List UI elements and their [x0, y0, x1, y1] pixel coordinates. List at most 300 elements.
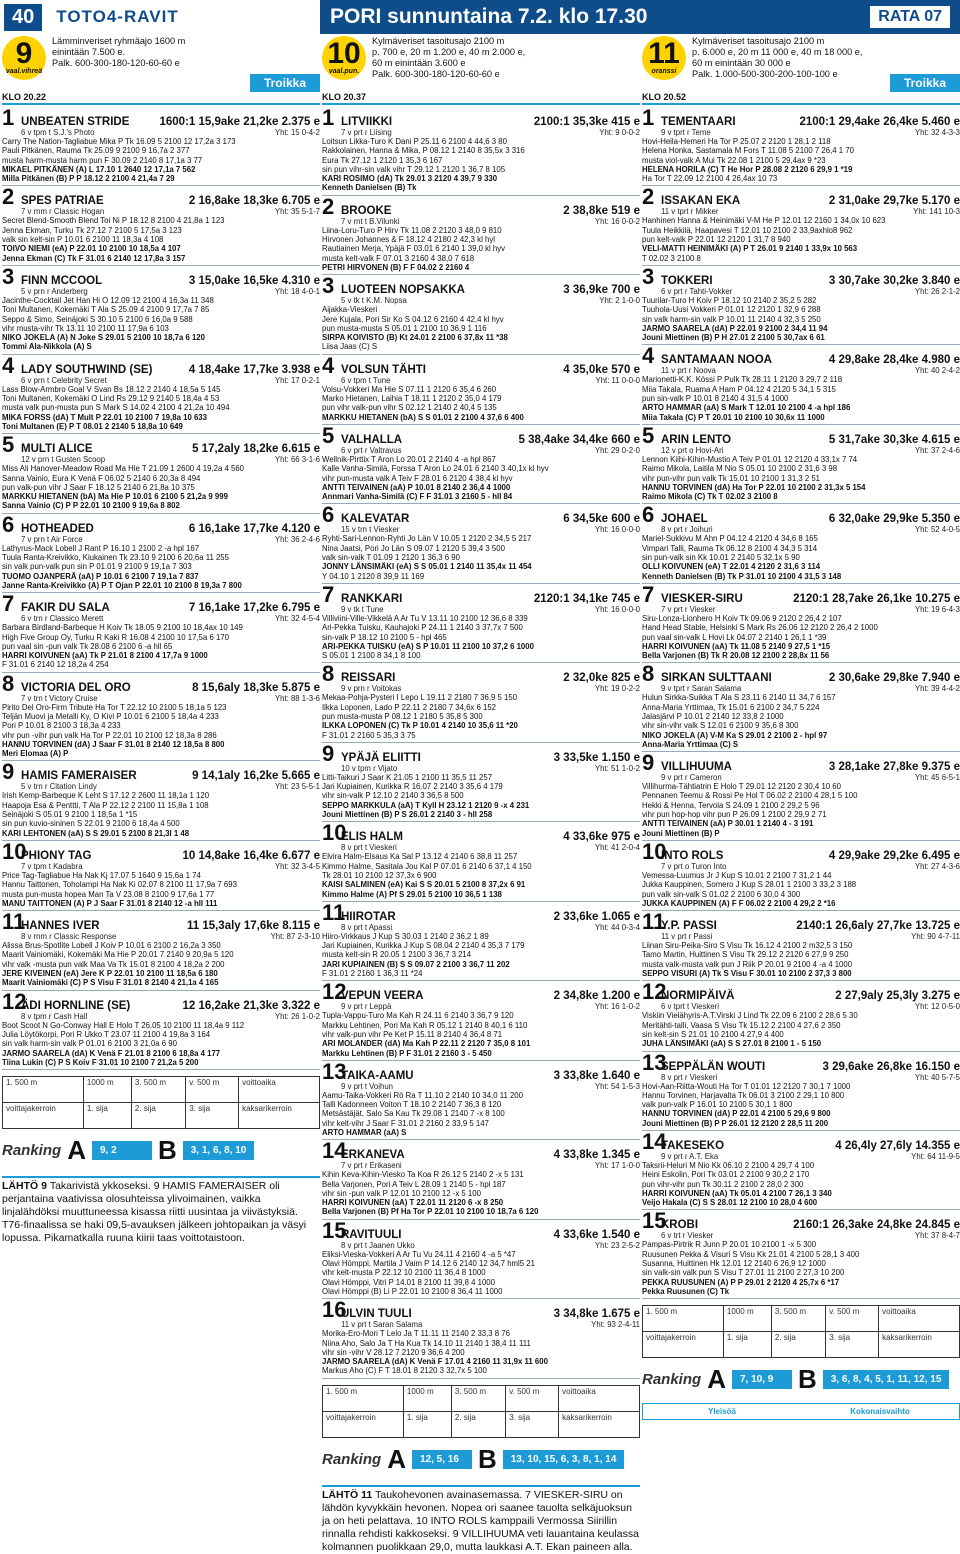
horse-form-line: JARMO SAARELA (dA) K Venä F 17.01 4 2160 11 31,9x 11 600: [322, 1357, 640, 1366]
horse-form-line: Taksrii-Heluri M Nio Kk 06.10 2 2100 4 29,7 4 100: [642, 1161, 960, 1170]
horse-form-line: pun valk sin-valk S 01.02 2 2100 6 30,0 4 300: [642, 890, 960, 899]
horse-form-line: Hirvonen Johannes & F 18.12 4 2180 2 42,3 kl hyl: [322, 235, 640, 244]
horse-form-line: Tamo Martin, Huittinen S Visu Tk 29.12 2 2120 6 27,9 9 250: [642, 950, 960, 959]
horse-record: 3 33,8ke 1.640 e: [554, 1070, 640, 1082]
condition-line: Palk. 600-300-180-120-60-60 e: [372, 69, 640, 80]
horse-entry: [642, 107, 960, 186]
horse-form-line: Milla Pitkänen (B) P P 18.12 2 2100 4 21,4a 7 29: [2, 174, 320, 183]
result-cell: 3. 500 m: [771, 1306, 825, 1332]
horse-pedigree: [642, 773, 960, 782]
horse-form-line: Ha Tor T 22.09 12 2100 4 26,4ax 10 73: [642, 174, 960, 183]
horse-form-line: Jalasjärvi P 10.01 2 2140 12 33,8 2 1000: [642, 712, 960, 721]
horse-name: YPÄJÄ ELIITTI: [341, 752, 551, 764]
horse-form-line: Seppo & Simo, Seinäjoki S 30.10 5 2100 6 16,0a 9 588: [2, 315, 320, 324]
horse-pedigree: [2, 207, 320, 216]
horse-form-line: Marionetti-K.K. Kössi P Pulk Tk 28.11 1 2120 3 29,7 2 118: [642, 375, 960, 384]
horse-entry: [642, 911, 960, 981]
horse-pedigree: [322, 764, 640, 773]
result-cell: 2. sija: [771, 1332, 825, 1358]
horse-form-line: Julia Löytökorpi, Pori R Ukko T 23.07 11 2100 4 19,8a 3 164: [2, 1030, 320, 1039]
horse-breed: 7 v prt r Erikaseni: [341, 1161, 402, 1170]
horse-breed: 9 v prt r Leppä: [341, 1002, 391, 1011]
horse-form-line: vihr pun hop-hop vihr pun P 26.09 1 2100 2 29,9 2 71: [642, 810, 960, 819]
horse-form-line: Seinäjoki S 05.01 9 2100 1 18,5a 1 *15: [2, 810, 320, 819]
horse-entry: [322, 275, 640, 354]
horse-form-line: Rakkolainen, Hanna & Mika, P 08.12 1 2140 8 35,5x 3 316: [322, 146, 640, 155]
horse-form-line: Irish Kemp-Barbeque K Leht S 17.12 2 2600 11 18,1a 1 120: [2, 791, 320, 800]
horse-form-line: Tuurilar-Turo H Koiv P 18.12 10 2140 2 35,2 5 282: [642, 296, 960, 305]
horse-pedigree: [2, 535, 320, 544]
ranking-a-label: A: [67, 1135, 86, 1166]
race-number: 10: [327, 40, 360, 68]
ranking-label: Ranking: [2, 1142, 61, 1159]
horse-number: 7: [642, 585, 658, 605]
horse-form-line: Bella Varjonen (B) Pf Ha Tor P 22.01 10 2100 10 18,7a 6 120: [322, 1207, 640, 1216]
horse-pedigree: [642, 932, 960, 941]
horse-record: 4 29,8ake 28,4ke 4.980 e: [829, 354, 960, 366]
horse-total: Yht: 16 0-0-0: [595, 525, 640, 534]
horse-record: 4 33,8ke 1.345 e: [554, 1149, 640, 1161]
horse-breed: 6 v tprt t Vieskeri: [661, 1002, 719, 1011]
horse-form-line: pun valk-pun vihr J Saar F 18.12 5 2140 6 21,8a 10 375: [2, 483, 320, 492]
horse-form-line: vihr sin-vihr valk S 12.01 6 2100 9 35,6 8 300: [642, 721, 960, 730]
horse-breed: 6 v trt r Viesker: [661, 1231, 713, 1240]
totals-cell: Kokonaisvaihto: [801, 1404, 959, 1419]
horse-record: 2100:1 35,3ke 415 e: [534, 116, 640, 128]
horse-form-line: JARMO SAARELA (dA) K Venä F 21.01 8 2100 6 18,8a 4 177: [2, 1049, 320, 1058]
horse-form-line: vihr sin -pun valk P 12.01 10 2100 12 -x 5 100: [322, 1189, 640, 1198]
horse-total: Yht: 37 8-4-7: [915, 1231, 960, 1240]
horse-form-line: vihr pun -vihr pun valk Ha Tor P 22.01 10 2100 12 18,3a 8 286: [2, 731, 320, 740]
horse-form-line: Helena Honka, Sastamala M Fors T 11.08 5 2100 7 26,4 1 70: [642, 146, 960, 155]
horse-form-line: sin-valk P 18.12 10 2100 5 - hpl 465: [322, 633, 640, 642]
horse-pedigree: [642, 1231, 960, 1240]
horse-breed: 12 v prn t Gusten Scoop: [21, 455, 105, 464]
race-number-badge: [2, 36, 46, 80]
horse-record: 6 32,0ake 29,9ke 5.350 e: [829, 513, 960, 525]
horse-form-line: Price Tag-Tagliabue Ha Nak Kj 17.07 5 1640 9 15,6a 1 74: [2, 871, 320, 880]
horse-form-line: musta kelt-sin R 20.05 1 2100 3 36,7 3 214: [322, 950, 640, 959]
race-commentary: [322, 1485, 640, 1554]
horse-form-line: PEKKA RUUSUNEN (A) P P 29.01 2 2120 4 25,7x 6 *17: [642, 1278, 960, 1287]
horse-number: 4: [2, 356, 18, 376]
horse-total: Yht: 17 0-2-1: [275, 376, 320, 385]
horse-form-line: valk sin-valk T 01.09 1 2120 1 36,3 6 90: [322, 553, 640, 562]
result-cell: voittoaika: [879, 1306, 960, 1332]
horse-header: [322, 505, 640, 525]
horse-number: 9: [322, 744, 338, 764]
horse-total: Yht: 19 0-2-2: [595, 684, 640, 693]
horse-breed: 5 v trn r Citation Lindy: [21, 782, 97, 791]
horse-entry: [322, 822, 640, 901]
horse-form-line: Kenneth Danielsen (B) Tk: [322, 183, 640, 192]
result-row: [3, 1103, 320, 1129]
horse-form-line: pun sin-valk P 10.01 8 2140 4 31,5 4 1000: [642, 394, 960, 403]
horse-total: Yht: 90 4-7-11: [911, 932, 960, 941]
result-cell: 1. 500 m: [323, 1385, 404, 1411]
horse-name: ÄDI HORNLINE (SE): [21, 1000, 180, 1012]
horse-breed: 6 v tpm t Tune: [341, 376, 390, 385]
horse-record: 3 36,9ke 700 e: [563, 284, 640, 296]
horse-record: 10 14,8ake 16,4ke 6.677 e: [183, 850, 321, 862]
horse-number: 5: [2, 435, 18, 455]
horse-total: Yht: 17 1-0-0: [595, 1161, 640, 1170]
horse-form-line: Elvira Halm-Elsaus Ka Sal P 13.12 4 2140 6 38,8 11 257: [322, 852, 640, 861]
horse-form-line: Pampas-Pirtrik R Junn P 20.01 10 2100 1 -x 5 300: [642, 1240, 960, 1249]
horse-header: [322, 823, 640, 843]
horse-form-line: Miss Ali Hanover-Meadow Road Ma Hie T 21.09 1 2600 4 19,2a 4 560: [2, 464, 320, 473]
horse-pedigree: [322, 684, 640, 693]
horse-form-line: Bella Varjonen, Pori A Teiv L 28.09 1 2140 5 - hpl 187: [322, 1180, 640, 1189]
horse-form-line: Janne Ranta-Kreivikko (A) P T Ojan P 22.01 10 2100 8 19,3a 7 800: [2, 581, 320, 590]
horse-name: HANNES IVER: [21, 920, 184, 932]
horse-form-line: pun musta-musta S 05.01 1 2100 10 36,9 1 116: [322, 324, 640, 333]
result-cell: kaksarikerroin: [559, 1411, 640, 1437]
horse-form-line: Maarit Vainiomäki (C) P S Visu F 31.01 8 2140 4 21,1a 4 165: [2, 978, 320, 987]
horse-form-line: Ruusunen Pekka & Visuri S Visu Kk 21.01 4 2100 5 28,1 3 400: [642, 1250, 960, 1259]
result-cell: 3. 500 m: [131, 1077, 185, 1103]
horse-form-line: ARI-PEKKA TUISKU (eA) S P 10.01 11 2100 10 37,2 6 1000: [322, 642, 640, 651]
horse-form-line: PETRI HIRVONEN (B) F F 04.02 2 2160 4: [322, 263, 640, 272]
horse-pedigree: [322, 923, 640, 932]
horse-form-line: Olavi Hömppi, Martila J Vaim P 14.12 6 2140 12 34,7 hml5 21: [322, 1259, 640, 1268]
horse-form-line: Eliksi-Vieska-Vokkeri A Ar Tu Vu 24.11 4 2160 4 -a 5 *47: [322, 1250, 640, 1259]
horse-form-line: Raimo Mikola, Laitila M Nio S 05.01 10 2100 2 31,6 3 98: [642, 464, 960, 473]
horse-entry: [322, 1299, 640, 1378]
horse-number: 5: [642, 426, 658, 446]
horse-total: Yht: 66 3-1-6: [275, 455, 320, 464]
horse-form-line: Wellnik-Pirttix T Aron Lo 20.01 2 2140 4 -a hpl 867: [322, 455, 640, 464]
horse-form-line: SIRPA KOIVISTO (B) Kt 24.01 2 2100 6 37,8x 11 *38: [322, 333, 640, 342]
horse-form-line: Pauli Pitkänen, Rauma Tk 25.09 9 2100 9 16,7a 2 377: [2, 146, 320, 155]
race-commentary: [2, 1176, 320, 1245]
horse-name: RANKKARI: [341, 593, 531, 605]
horse-pedigree: [642, 684, 960, 693]
ranking-b-values: 3, 6, 8, 4, 5, 1, 11, 12, 15: [823, 1370, 950, 1389]
horse-breed: 7 v prn t Air Force: [21, 535, 83, 544]
horse-form-line: Hand Head Stable, Helsinki S Mark Rs 26.06 12 2120 2 26,4 2 1000: [642, 623, 960, 632]
race-column-3: [642, 36, 960, 1261]
horse-form-line: Y 04.10 1 2120 8 39,9 11 169: [322, 572, 640, 581]
horse-total: Yht: 26 2-1-2: [915, 287, 960, 296]
ranking-label: Ranking: [642, 1371, 701, 1388]
horse-record: 2 38,8ke 519 e: [563, 205, 640, 217]
horse-breed: 6 v trn r Classico Merett: [21, 614, 103, 623]
horse-pedigree: [642, 1152, 960, 1161]
condition-line: Lämminveriset ryhmäajo 1600 m: [52, 36, 320, 47]
horse-entry: [642, 663, 960, 752]
horse-total: Yht: 16 1-0-2: [595, 1002, 640, 1011]
horse-name: TEMENTAARI: [661, 116, 796, 128]
horse-entry: [2, 186, 320, 265]
horse-header: [322, 903, 640, 923]
horse-total: Yht: 29 0-2-0: [595, 446, 640, 455]
horse-form-line: ILKKA LOPONEN (C) Tk P 10.01 4 2140 10 35,6 11 *20: [322, 721, 640, 730]
horse-form-line: sin pun vihr-sin valk vihr T 29.12 1 2120 1 36,7 8 105: [322, 165, 640, 174]
horse-form-line: Morika-Ero-Mori T Lelo Ja T 11.11 11 2140 2 33,3 8 76: [322, 1329, 640, 1338]
horse-total: Yht: 37 2-4-6: [915, 446, 960, 455]
horse-form-line: Kenneth Danielsen (B) Tk P 31.01 10 2100 4 31,5 3 148: [642, 572, 960, 581]
horse-number: 4: [642, 346, 658, 366]
horse-name: INTO ROLS: [661, 850, 826, 862]
horse-form-line: SEPPO MARKKULA (aA) T Kyll H 23.12 1 2120 9 -x 4 231: [322, 801, 640, 810]
race-header: [2, 36, 320, 92]
result-cell: 1000 m: [403, 1385, 451, 1411]
horse-header: [642, 585, 960, 605]
horse-number: 1: [2, 108, 18, 128]
horse-form-line: Jere Kujala, Pori Sir Ko S 04.12 6 2160 4 42,4 kl hyv: [322, 315, 640, 324]
result-cell: 1000 m: [723, 1306, 771, 1332]
horse-name: ELIS HALM: [341, 831, 560, 843]
horse-form-line: vihr valk-pun vihr Pe Ket P 15.11 8 2140 4 36,4 8 71: [322, 1030, 640, 1039]
horse-form-line: vihr sin -vihr V 28.12 7 2120 9 36,6 4 200: [322, 1348, 640, 1357]
horse-form-line: Anna-Maria Yrttimaa (C) S: [642, 740, 960, 749]
horse-header: [642, 1053, 960, 1073]
horse-form-line: Litti-Taikuri J Saar K 21.05 1 2100 11 35,5 11 257: [322, 773, 640, 782]
horse-form-line: Anna-Maria Yrttimaa, Tk 15.01 6 2100 2 34,7 5 224: [642, 703, 960, 712]
horse-entry: [2, 434, 320, 513]
horse-record: 4 33,6ke 975 e: [563, 831, 640, 843]
horse-form-line: Ilkka Loponen, Lado P 22.11 2 2180 7 34,6x 6 152: [322, 703, 640, 712]
horse-header: [2, 108, 320, 128]
race-column-2: [322, 36, 640, 1261]
horse-name: FAKIR DU SALA: [21, 602, 186, 614]
horse-number: 10: [642, 842, 658, 862]
horse-pedigree: [642, 366, 960, 375]
horse-form-line: HELENA HORILA (C) T He Hor P 28.08 2 2120 6 29,9 1 *19: [642, 165, 960, 174]
horse-form-line: Jukka Kauppinen, Somero J Kup S 28.01 1 2100 3 33,2 3 188: [642, 880, 960, 889]
horse-pedigree: [642, 207, 960, 216]
result-cell: 1. 500 m: [643, 1306, 724, 1332]
horse-form-line: Tommi Ala-Nikkola (A) S: [2, 342, 320, 351]
ranking-b-values: 3, 1, 6, 8, 10: [183, 1141, 255, 1160]
horse-header: [322, 1300, 640, 1320]
horse-pedigree: [322, 446, 640, 455]
horse-pedigree: [322, 1082, 640, 1091]
horse-name: KALEVATAR: [341, 513, 560, 525]
horse-entry: [322, 584, 640, 663]
commentary-title: LÄHTÖ 11: [322, 1489, 375, 1501]
horse-pedigree: [322, 1002, 640, 1011]
horse-number: 3: [642, 267, 658, 287]
horse-form-line: Villiviini-Ville-Vikkelä A Ar Tu V 13.11 10 2100 12 36,6 8 339: [322, 614, 640, 623]
horse-header: [642, 664, 960, 684]
result-row: [3, 1077, 320, 1103]
horse-breed: 8 v prt r Vieskeri: [661, 1073, 717, 1082]
horse-form-line: JONNY LÄNSIMÄKI (eA) S S 05.01 1 2140 11 35,4x 11 454: [322, 562, 640, 571]
horse-total: Yht: 93 2-4-11: [591, 1320, 640, 1329]
commentary-title: LÄHTÖ 9: [2, 1180, 50, 1192]
ranking-b-values: 13, 10, 15, 6, 3, 8, 1, 14: [503, 1450, 625, 1469]
horse-header: [2, 992, 320, 1012]
horse-number: 14: [642, 1132, 658, 1152]
horse-form-line: Toni Multanen, Kokemäki O Lind Rs 29.12 9 2140 5 18,4a 4 53: [2, 394, 320, 403]
horse-breed: 11 v prt t Saran Salama: [341, 1320, 422, 1329]
horse-form-line: musta harm-musta harm pun F 30.09 2 2140 8 17,1a 3 77: [2, 156, 320, 165]
horse-header: [322, 197, 640, 217]
horse-name: PHIONY TAG: [21, 850, 180, 862]
horse-form-line: NIKO JOKELA (A) V-M Ka S 29.01 2 2100 2 - hpl 97: [642, 731, 960, 740]
horse-name: VIESKER-SIRU: [661, 593, 790, 605]
horse-name: BROOKE: [341, 205, 560, 217]
horse-total: Yht: 54 1-5-3: [595, 1082, 640, 1091]
horse-record: 8 15,6aly 18,3ke 5.875 e: [192, 682, 320, 694]
horse-form-line: valk pun-valk P 16.01 10 2100 5 30,1 1 800: [642, 1100, 960, 1109]
horse-form-line: Sanna Vainio (C) P P 22.01 10 2100 9 19,6a 8 802: [2, 501, 320, 510]
horse-form-line: vihr sin-valk P 12.10 2 2140 3 36,5 8 500: [322, 791, 640, 800]
horse-form-line: Sanna Vainio, Eura K Venä F 06.02 5 2140 6 20,3a 8 494: [2, 474, 320, 483]
horse-form-line: Niina Aho, Salo Ja T Ha Kua Tk 14.10 11 2140 1 38,4 11 111: [322, 1339, 640, 1348]
horse-form-line: ARI MOLANDER (dA) Ma Kah P 22.11 2 2120 7 35,0 8 101: [322, 1039, 640, 1048]
horse-form-line: Olavi Hömppi, Vitri P 14.01 8 2100 11 39,8 4 1000: [322, 1278, 640, 1287]
horse-record: 4 26,4ly 27,6ly 14.355 e: [835, 1140, 960, 1152]
horse-number: 13: [322, 1062, 338, 1082]
horse-record: 3 30,7ake 30,2ke 3.840 e: [829, 275, 960, 287]
race-conditions: [52, 36, 320, 69]
horse-form-line: pun vihr-vihr pun Tk 30.11 2 2100 2 28,0 2 300: [642, 1180, 960, 1189]
horse-entry: [642, 752, 960, 841]
result-cell: v. 500 m: [506, 1385, 559, 1411]
horse-form-line: Hannu Torvinen, Harjavalta Tk 06.01 3 2100 2 29,1 10 800: [642, 1091, 960, 1100]
horse-form-line: musta pun-musta hopea Man Ta V 23.08 8 2100 9 17,6a 1 77: [2, 890, 320, 899]
horse-form-line: Hannu Taittonen, Toholampi Ha Nak Ki 02.07 8 2100 11 17,9a 7 693: [2, 880, 320, 889]
horse-form-line: Tuuhola-Uusi Vokkeri P 01.01 12 2120 1 32,9 6 288: [642, 305, 960, 314]
horse-breed: 9 v prn r Voitokas: [341, 684, 401, 693]
result-cell: 1. sija: [723, 1332, 771, 1358]
horse-total: Yht: 35 5-1-7: [275, 207, 320, 216]
horse-form-line: Lennon Kiihi-Kihin-Mustio A Teiv P 01.01 12 2120 4 33,1x 7 74: [642, 455, 960, 464]
horse-header: [322, 982, 640, 1002]
result-cell: voittajakerroin: [643, 1332, 724, 1358]
horse-breed: 11 v prt r Passi: [661, 932, 712, 941]
horse-number: 15: [322, 1221, 338, 1241]
horse-breed: 7 v tpm t Kadabra: [21, 862, 83, 871]
horse-header: [642, 1132, 960, 1152]
horse-form-line: vihr valk -musta pun valk Maa Va Tk 15.01 8 2100 4 18,2a 2 200: [2, 960, 320, 969]
horse-entry: [2, 673, 320, 762]
horse-number: 3: [2, 267, 18, 287]
horse-form-line: JARI KUPIAINEN (B) S S 09.07 2 2100 3 36,7 11 202: [322, 960, 640, 969]
horse-total: Yht: 23 5-5-1: [275, 782, 320, 791]
horse-header: [2, 912, 320, 932]
result-cell: voittoaika: [559, 1385, 640, 1411]
horse-entry: [642, 345, 960, 424]
horse-breed: 9 v tprt r Teme: [661, 128, 711, 137]
horse-record: 5 17,2aly 18,2ke 6.615 e: [192, 443, 320, 455]
horse-entry: [322, 504, 640, 583]
horse-form-line: Vimpari Talli, Rauma Tk 06.12 8 2100 4 34,3 5 314: [642, 544, 960, 553]
horse-header: [322, 108, 640, 128]
horse-form-line: musta kelt-valk F 07.01 3 2160 4 38,0 7 618: [322, 254, 640, 263]
result-cell: kaksarikerroin: [879, 1332, 960, 1358]
horse-number: 4: [322, 356, 338, 376]
horse-number: 11: [2, 912, 18, 932]
horse-form-line: HARRI KOIVUNEN (aA) T 22.01 11 2120 6 -x 8 250: [322, 1198, 640, 1207]
horse-form-line: ANTTI TEIVAINEN (aA) P 10.01 8 2140 2 36,4 4 1000: [322, 483, 640, 492]
horse-form-line: Kimmo Halme, Sasitala Jou Kal P 07.01 6 2140 6 37,1 4 150: [322, 862, 640, 871]
horse-name: ULVIN TUULI: [341, 1308, 551, 1320]
horse-entry: [2, 107, 320, 186]
header-right: [320, 0, 960, 34]
horse-form-line: Jari Kupiainen, Kurikka J Kup S 08.04 2 2140 4 35,3 7 179: [322, 941, 640, 950]
horse-number: 15: [642, 1211, 658, 1231]
horse-pedigree: [2, 376, 320, 385]
horse-form-line: Talli Kadonneen Voiton T 18.10 2 2140 7 36,3 8 120: [322, 1100, 640, 1109]
horse-form-line: Jouni Miettinen (B) P H 27.01 2 2100 5 30,7ax 6 61: [642, 333, 960, 342]
horse-entry: [642, 425, 960, 504]
horse-entry: [322, 107, 640, 196]
result-table: [322, 1385, 640, 1438]
horse-form-line: HANNU TORVINEN (dA) Ha Tor P 22.01 10 2100 2 31,3x 5 154: [642, 483, 960, 492]
horse-record: 1600:1 15,9ake 21,2ke 2.375 e: [159, 116, 320, 128]
horse-total: Yht: 2 1-0-0: [599, 296, 640, 305]
horse-number: 10: [2, 842, 18, 862]
horse-form-line: Marko Hietanen, Laihia T 18.11 1 2120 2 35,0 4 179: [322, 394, 640, 403]
result-cell: 1. 500 m: [3, 1077, 84, 1103]
horse-form-line: Ari-Pekka Tuisku, Kauhajoki P 24.11 1 2140 3 37,7x 7 500: [322, 623, 640, 632]
horse-form-line: Toni Multanen (E) P T 08.01 2 2140 5 18,8a 10 649: [2, 422, 320, 431]
horse-pedigree: [322, 128, 640, 137]
horse-breed: 5 v prn r Anderberg: [21, 287, 88, 296]
horse-pedigree: [322, 1241, 640, 1250]
horse-record: 6 34,5ke 600 e: [563, 513, 640, 525]
horse-breed: 6 v tpm t S.J.'s Photo: [21, 128, 94, 137]
horse-number: 12: [322, 982, 338, 1002]
result-table: [2, 1076, 320, 1129]
horse-entry: [322, 196, 640, 275]
horse-header: [642, 753, 960, 773]
horse-header: [642, 1211, 960, 1231]
horse-total: Yht: 41 2-0-4: [595, 843, 640, 852]
horse-form-line: JERE KIVEINEN (eA) Jere K P 22.01 10 2100 11 18,5a 6 180: [2, 969, 320, 978]
horse-form-line: sin valk harm-sin valk P 01.01 6 2100 3 21,0a 6 90: [2, 1039, 320, 1048]
horse-form-line: Lathyrus-Mack Lobell J Rant P 16.10 1 2100 2 -a hpl 167: [2, 544, 320, 553]
horse-form-line: Loitsun Likka-Turo K Dani P 25.11 6 2100 4 44,6 3 80: [322, 137, 640, 146]
horse-form-line: musta valk-musta valk pun J Riik P 20.01 9 2100 4 -a 4 1000: [642, 960, 960, 969]
result-cell: 3. sija: [186, 1103, 239, 1129]
horse-form-line: Volsu-Vokkeri Ma Hie S 07.11 1 2120 6 35,4 6 260: [322, 385, 640, 394]
horse-form-line: Aamu-Taika-Vokkeri Rö Ra T 11.10 2 2140 10 34,0 11 200: [322, 1091, 640, 1100]
horse-breed: 9 v prt t Voihun: [341, 1082, 393, 1091]
horse-entry: [322, 1061, 640, 1140]
horse-form-line: T 02.02 3 2100 8: [642, 254, 960, 263]
horse-number: 1: [642, 108, 658, 128]
horse-entry: [642, 1052, 960, 1131]
horse-header: [322, 1141, 640, 1161]
horse-breed: 6 v prt r Tahti-Vokker: [661, 287, 732, 296]
ranking-b-label: B: [798, 1364, 817, 1395]
horse-number: 5: [322, 426, 338, 446]
horse-total: Yht: 87 2-3-10: [271, 932, 320, 941]
horse-form-line: MIKA FORSS (dA) T Mult P 22.01 10 2100 7 19,8a 10 633: [2, 413, 320, 422]
horse-form-line: Haapoja Esa & Penttti, T Ala P 22.12 2 2100 11 15,8a 1 108: [2, 801, 320, 810]
horse-form-line: Tiina Lukin (C) P S Koiv F 31.01 10 2100 7 21,2a 5 200: [2, 1058, 320, 1067]
horse-total: Yht: 52 4-0-5: [915, 525, 960, 534]
horse-pedigree: [642, 1073, 960, 1082]
horse-name: LADY SOUTHWIND (SE): [21, 364, 186, 376]
horse-pedigree: [642, 287, 960, 296]
horse-name: VEPUN VEERA: [341, 990, 551, 1002]
horse-form-line: HARRI KOIVUNEN (aA) Tk P 21.01 8 2100 4 17,7a 9 1000: [2, 651, 320, 660]
commentary-text: Takarivistä ykkoseksi. 9 HAMIS FAMERAISER oli perjantaina vaativissa olosuhteissa ylivoimainen, vaikka linjalähdöksi muuttuneessa kisassa riitti uusintaa ja viivästyksiä. T76-finaalissa se haki 09,5-avauksen jälkeen johtopaikan ja väsyi lopussa. Pikamatkalla ruuna kiirii taas voittotaistoon.: [2, 1180, 306, 1244]
horse-form-line: NIKO JOKELA (A) N Joke S 29.01 5 2100 10 18,7a 6 120: [2, 333, 320, 342]
totals-cell: Yleisöä: [643, 1404, 801, 1419]
horse-header: [2, 356, 320, 376]
horse-header: [2, 674, 320, 694]
horse-form-line: Jouni Miettinen (B) P P 26.01 12 2120 2 28,5 11 200: [642, 1119, 960, 1128]
horse-breed: 7 v rnm r Classic Hogan: [21, 207, 104, 216]
horse-number: 8: [642, 664, 658, 684]
